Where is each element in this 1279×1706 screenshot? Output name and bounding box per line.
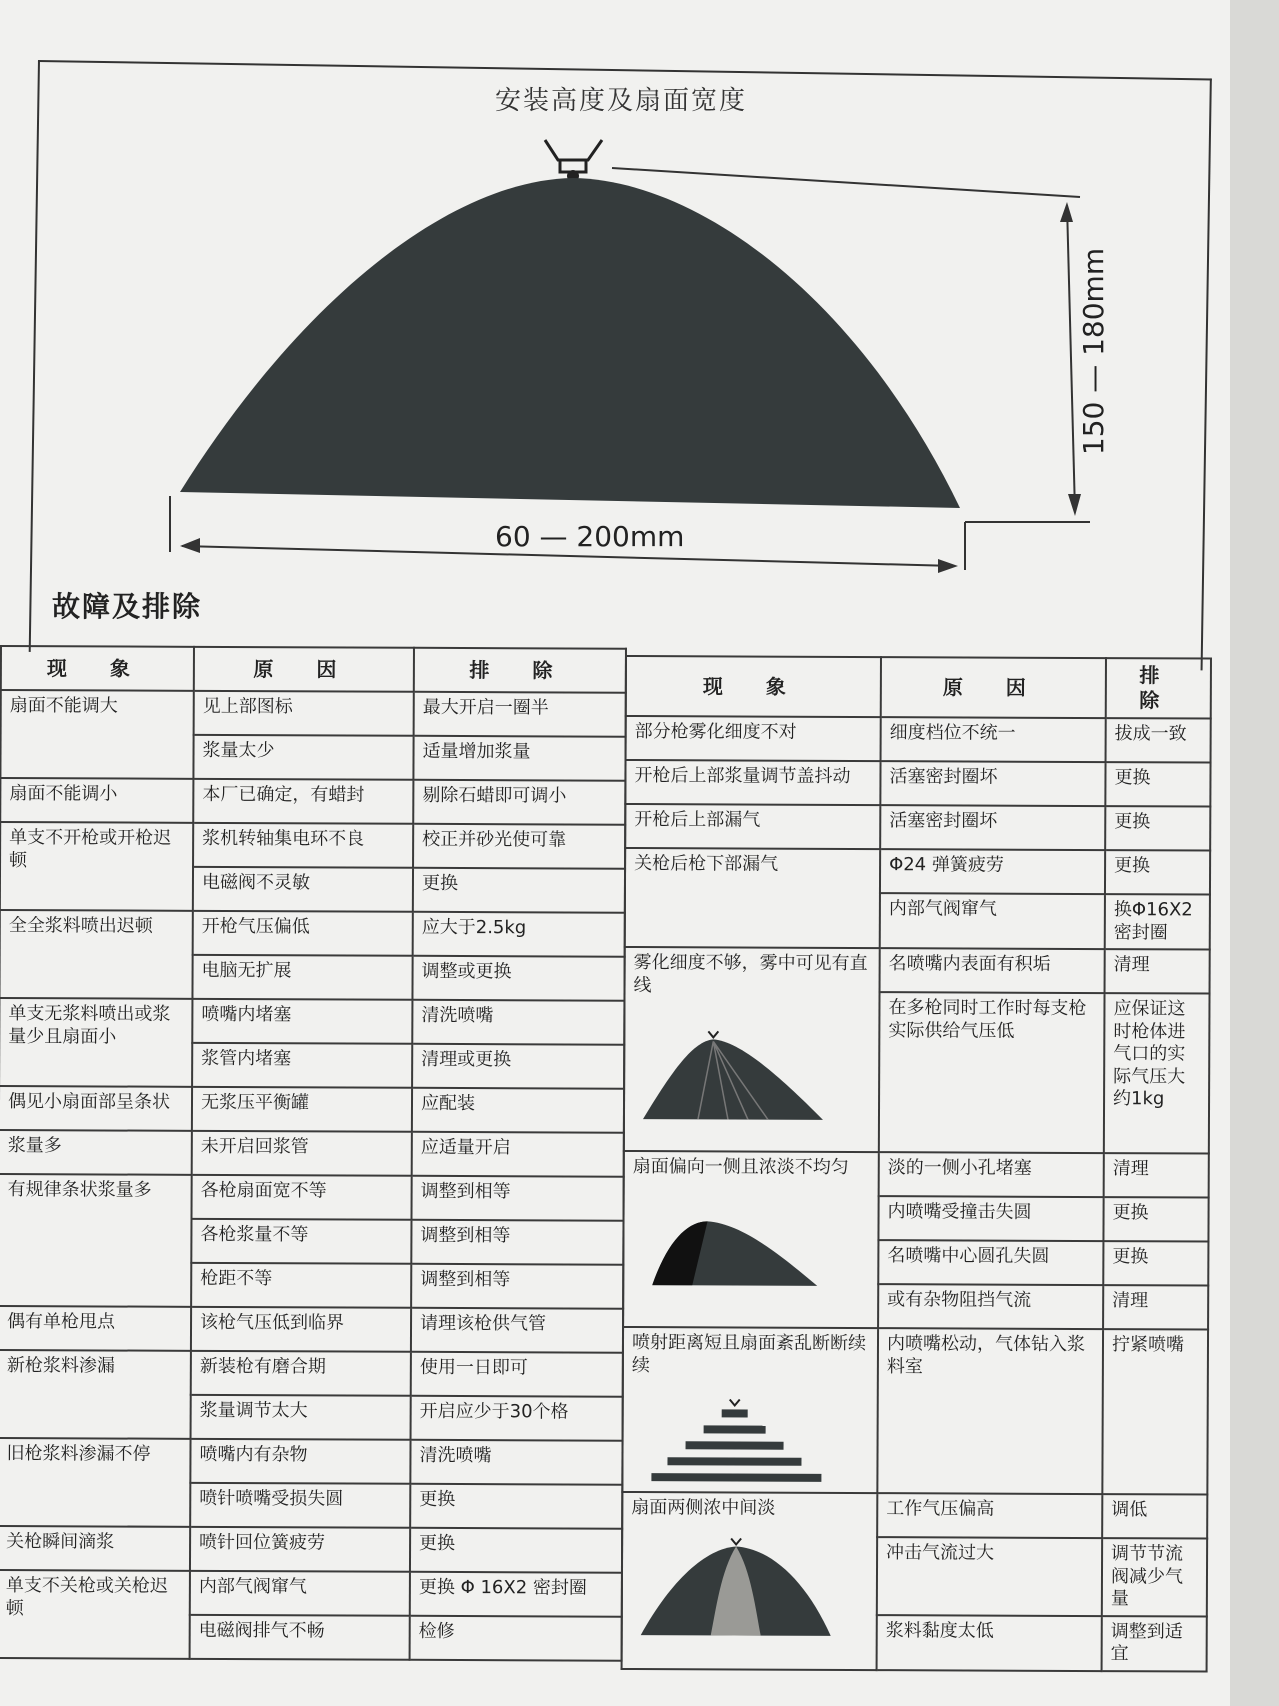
table-row: 开枪后上部漏气 活塞密封圈坏 更换 — [625, 804, 1210, 851]
table-row: 浆量太少 适量增加浆量 — [0, 734, 625, 781]
table-row: 扇面不能调小 本厂已确定，有蜡封 剔除石蜡即可调小 — [0, 778, 625, 825]
table-row: 浆料黏度太低 调整到适宜 — [622, 1613, 1207, 1671]
table-row: 浆管内堵塞 清理或更换 — [0, 1042, 624, 1089]
table-row: 开枪后上部浆量调节盖抖动 活塞密封圈坏 更换 — [625, 760, 1210, 807]
fan-streaks-icon — [633, 1019, 833, 1130]
table-row: 各枪浆量不等 调整到相等 — [0, 1218, 623, 1265]
table-row: 关枪瞬间滴浆 喷针回位簧疲劳 更换 — [0, 1526, 622, 1573]
fault-table-right — [621, 655, 1212, 1672]
table-row: 或有杂物阻挡气流 清理 — [623, 1283, 1208, 1330]
table-row: 旧枪浆料渗漏不停 喷嘴内有杂物 清洗喷嘴 — [0, 1438, 623, 1485]
header-phenomenon: 现 象 — [626, 656, 881, 717]
header-remedy: 排 除 — [414, 648, 626, 693]
table-header — [1, 646, 626, 693]
short-spray-cell: 喷射距离短且扇面紊乱断断续续 — [622, 1327, 878, 1493]
table-row: 有规律条状浆量多 各枪扇面宽不等 调整到相等 — [0, 1174, 624, 1221]
table-row: 扇面偏向一侧且浓淡不均匀 淡的一侧小孔堵塞 清理 — [624, 1151, 1209, 1198]
center-light-cell: 扇面两侧浓中间淡 — [622, 1492, 878, 1670]
table-row: 在多枪同时工作时每支枪实际供给气压低 应保证这时枪体进气口的实际气压大约1kg — [624, 991, 1210, 1154]
table-row: 单支不开枪或开枪迟顿 浆机转轴集电环不良 校正并砂光使可靠 — [0, 822, 625, 869]
nozzle-icon — [545, 140, 602, 172]
uneven-fan-cell: 扇面偏向一侧且浓淡不均匀 — [623, 1151, 879, 1328]
table-row: 单支不关枪或关枪迟顿 内部气阀窜气 更换 Φ 16X2 密封圈 — [0, 1570, 622, 1617]
table-row: 新枪浆料渗漏 新装枪有磨合期 使用一日即可 — [0, 1350, 623, 1397]
fan-broken-icon — [631, 1387, 841, 1488]
fan-center-light-icon — [631, 1530, 841, 1641]
fine-atomization-cell: 雾化细度不够，雾中可见有直线 — [624, 947, 880, 1152]
install-height-label: 150 — 180mm — [1077, 247, 1111, 456]
table-row: 名喷嘴中心圆孔失圆 更换 — [623, 1239, 1208, 1286]
header-cause: 原 因 — [881, 657, 1106, 718]
table-row: 偶有单枪甩点 该枪气压低到临界 请理该枪供气管 — [0, 1306, 623, 1353]
table-row: 浆量多 未开启回浆管 应适量开启 — [0, 1130, 624, 1177]
table-row: 浆量调节太大 开启应少于30个格 — [0, 1394, 623, 1441]
table-row: 内喷嘴受撞击失圆 更换 — [623, 1195, 1208, 1242]
header-remedy: 排 除 — [1106, 658, 1211, 718]
table-row: 单支无浆料喷出或浆量少且扇面小 喷嘴内堵塞 清洗喷嘴 — [0, 998, 624, 1045]
diagram-title: 安装高度及扇面宽度 — [495, 86, 748, 116]
table-row: 内部气阀窜气 换Φ16X2密封圈 — [625, 892, 1210, 950]
table-row: 偶见小扇面部呈条状 无浆压平衡罐 应配装 — [0, 1086, 624, 1133]
table-row: 喷针喷嘴受损失圆 更换 — [0, 1482, 622, 1529]
table-header — [626, 656, 1211, 719]
fan-lopsided-icon — [632, 1201, 832, 1292]
table-row: 扇面不能调大 见上部图标 最大开启一圈半 — [1, 690, 626, 737]
table-row: 雾化细度不够，雾中可见有直线 名喷嘴内表面有积垢 清理 — [625, 947, 1210, 994]
table-row: 电脑无扩展 调整或更换 — [0, 954, 625, 1001]
spray-fan-shape — [180, 178, 960, 508]
table-row: 电磁阀排气不畅 检修 — [0, 1614, 622, 1661]
table-row: 枪距不等 调整到相等 — [0, 1262, 623, 1309]
spray-fan-diagram — [0, 0, 1230, 600]
table-row: 关枪后枪下部漏气 Φ24 弹簧疲劳 更换 — [625, 848, 1210, 895]
table-row: 电磁阀不灵敏 更换 — [0, 866, 625, 913]
table-row: 喷射距离短且扇面紊乱断断续续 内喷嘴松动，气体钻入浆料室 拧紧喷嘴 — [622, 1327, 1208, 1495]
header-cause: 原 因 — [194, 647, 414, 692]
section-title: 故障及排除 — [52, 590, 203, 623]
table-row: 扇面两侧浓中间淡 工作气压偏高 调低 — [622, 1492, 1207, 1539]
fan-width-label: 60 — 200mm — [495, 520, 685, 553]
table-row: 部分枪雾化细度不对 细度档位不统一 拔成一致 — [626, 716, 1211, 763]
table-row: 全全浆料喷出迟顿 开枪气压偏低 应大于2.5kg — [0, 910, 625, 957]
header-phenomenon: 现 象 — [1, 646, 194, 691]
table-row: 冲击气流过大 调节节流阀减少气量 — [622, 1536, 1207, 1616]
fault-table-left — [0, 645, 627, 1662]
